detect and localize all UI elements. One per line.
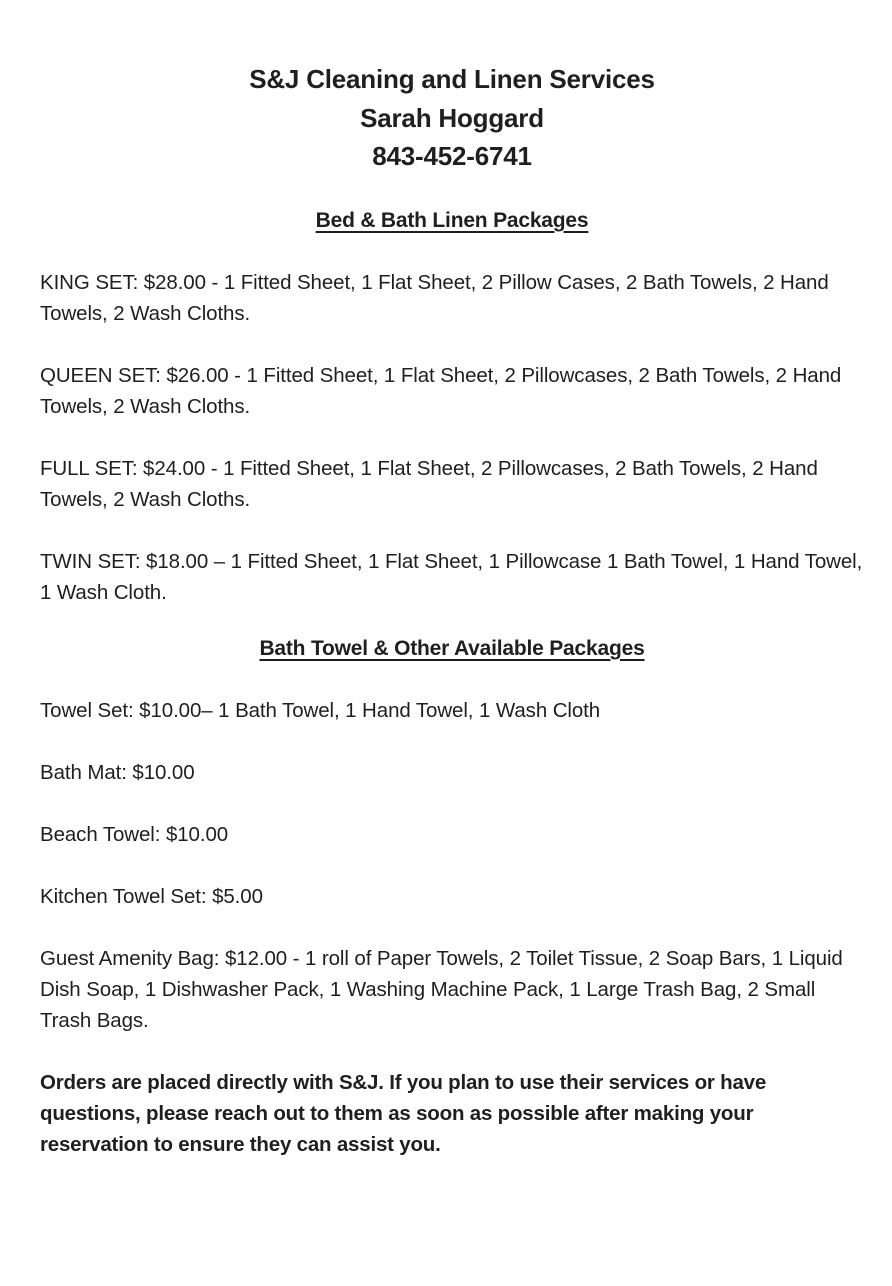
twin-set-item: TWIN SET: $18.00 – 1 Fitted Sheet, 1 Flat Sheet, 1 Pillowcase 1 Bath Towel, 1 Hand Towel, 1 Wash Cloth. [40,549,863,604]
contact-name: Sarah Hoggard [360,102,544,133]
guest-amenity-bag-item: Guest Amenity Bag: $12.00 - 1 roll of Paper Towels, 2 Toilet Tissue, 2 Soap Bars, 1 Liquid Dish Soap, 1 Dishwasher Pack, 1 Washing Machine Pack, 1 Large Trash Bag, 2 Small Trash Bags. [40,946,843,1032]
towel-set-item: Towel Set: $10.00– 1 Bath Towel, 1 Hand Towel, 1 Wash Cloth [40,698,601,722]
header [40,0,864,176]
bed-bath-section-title: Bed & Bath Linen Packages [315,208,589,232]
full-set-item: FULL SET: $24.00 - 1 Fitted Sheet, 1 Flat Sheet, 2 Pillowcases, 2 Bath Towels, 2 Hand Towels, 2 Wash Cloths. [40,456,818,511]
kitchen-towel-set-item: Kitchen Towel Set: $5.00 [40,884,263,908]
bath-mat-item: Bath Mat: $10.00 [40,760,195,784]
king-set-item: KING SET: $28.00 - 1 Fitted Sheet, 1 Flat Sheet, 2 Pillow Cases, 2 Bath Towels, 2 Hand Towels, 2 Wash Cloths. [40,270,829,325]
other-packages-section-title: Bath Towel & Other Available Packages [259,636,645,660]
queen-set-item: QUEEN SET: $26.00 - 1 Fitted Sheet, 1 Flat Sheet, 2 Pillowcases, 2 Bath Towels, 2 Hand Towels, 2 Wash Cloths. [40,363,842,418]
phone-number: 843-452-6741 [372,141,532,171]
business-name: S&J Cleaning and Linen Services [249,64,655,94]
beach-towel-item: Beach Towel: $10.00 [40,822,229,846]
ordering-note: Orders are placed directly with S&J. If you plan to use their services or have questions, please reach out to them as soon as possible after making your reservation to ensure they can assist you. [40,1070,767,1156]
other-package-list [40,695,864,1036]
bed-bath-package-list [40,267,864,608]
